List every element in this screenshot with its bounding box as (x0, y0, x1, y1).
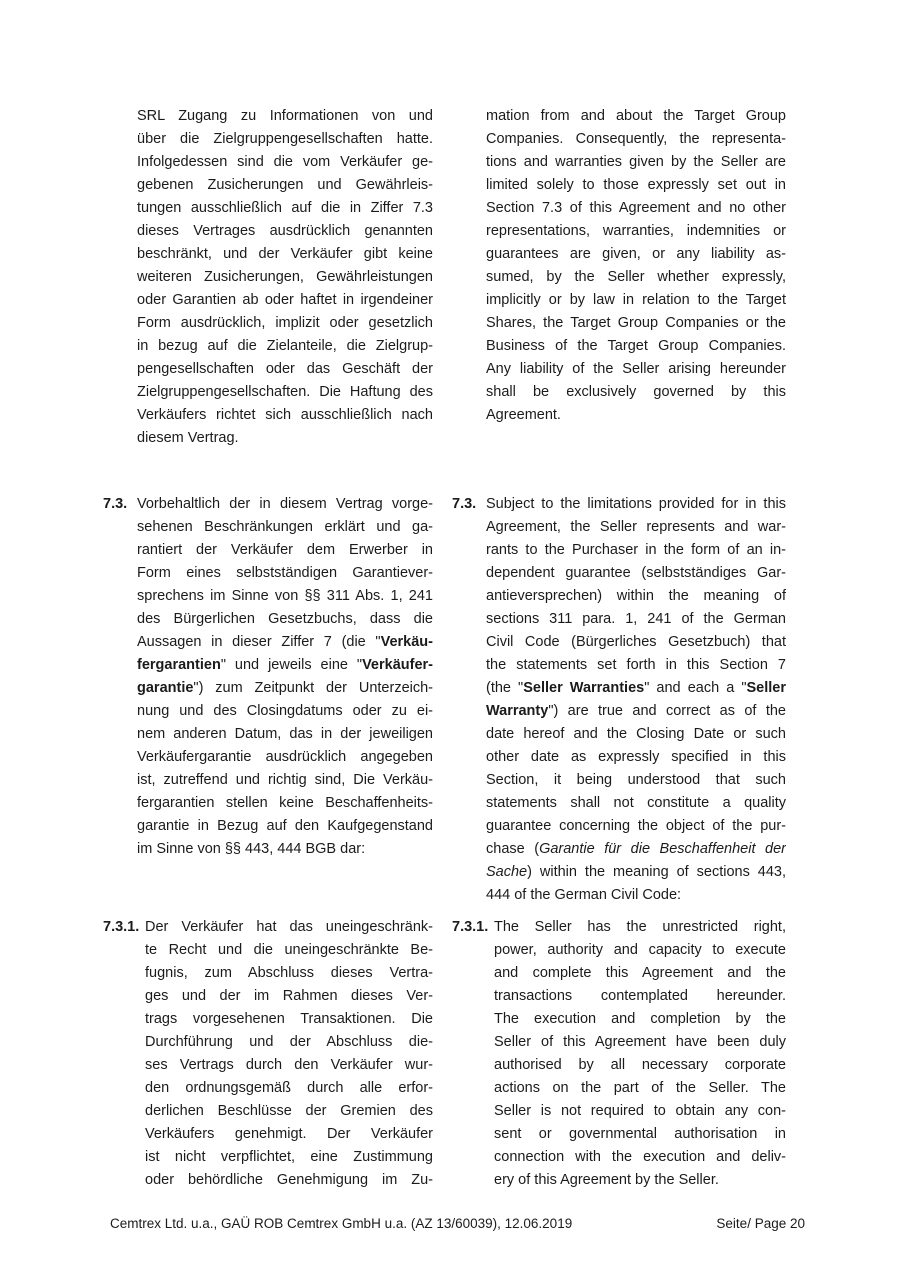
text-lines (486, 493, 786, 907)
text-segment: des Bürgerlichen Gesetzbuchs, dass die (137, 611, 433, 627)
text-line (137, 815, 433, 838)
text-segment: The Seller has the unrestricted right, (494, 919, 786, 935)
text-segment: guarantees are given, or any liability as- (486, 246, 786, 262)
text-line (137, 151, 433, 174)
text-line (145, 1008, 433, 1031)
text-line (137, 677, 433, 700)
section-7-3-1-right (452, 916, 786, 1192)
text-segment: Subject to the limitations provided for in this (486, 496, 786, 512)
content-rows (103, 105, 786, 1192)
text-line (486, 585, 786, 608)
text-segment: " and each a " (644, 680, 747, 696)
text-segment: connection with the execution and deliv- (494, 1149, 786, 1165)
text-segment: statements shall not constitute a quality (486, 795, 786, 811)
text-segment: and complete this Agreement and the (494, 965, 786, 981)
text-segment: Durchführung und der Abschluss die- (145, 1034, 433, 1050)
text-segment: derlichen Beschlüsse der Gremien des (145, 1103, 433, 1119)
text-line (486, 838, 786, 861)
section-number (452, 105, 486, 427)
footer-reference: Cemtrex Ltd. u.a., GAÜ ROB Cemtrex GmbH u.a. (AZ 13/60039), 12.06.2019 (110, 1216, 573, 1231)
page-footer (110, 1215, 805, 1232)
text-segment: Seller is not required to obtain any con- (494, 1103, 786, 1119)
text-segment: The execution and completion by the (494, 1011, 786, 1027)
text-segment: gebenen Zusicherungen und Gewährleis- (137, 177, 433, 193)
text-line (145, 985, 433, 1008)
text-line (137, 105, 433, 128)
text-segment: nung und des Closingdatums oder zu ei- (137, 703, 433, 719)
text-segment: Verkäufers richtet sich ausschließlich nach (137, 407, 433, 423)
text-segment: Garantie für die Beschaffenheit der (539, 841, 786, 857)
text-segment: sehenen Beschränkungen erklärt und ga- (137, 519, 433, 535)
text-segment: sent or governmental authorisation in (494, 1126, 786, 1142)
text-segment: weiteren Zusicherungen, Gewährleistungen (137, 269, 433, 285)
text-line (145, 1123, 433, 1146)
text-line (486, 700, 786, 723)
text-segment: power, authority and capacity to execute (494, 942, 786, 958)
text-segment: in bezug auf die Zielanteile, die Zielgrup- (137, 338, 433, 354)
text-line (137, 220, 433, 243)
text-segment: dependent guarantee (selbstständiges Gar- (486, 565, 786, 581)
text-line (137, 289, 433, 312)
text-line (486, 608, 786, 631)
text-segment: oder Garantien ab oder haftet in irgendeiner (137, 292, 433, 308)
text-segment: other date as expressly specified in this (486, 749, 786, 765)
text-line (137, 128, 433, 151)
text-line (137, 174, 433, 197)
text-segment: Verkäufers genehmigt. Der Verkäufer (145, 1126, 433, 1142)
text-line (486, 562, 786, 585)
text-line (486, 335, 786, 358)
text-line (137, 769, 433, 792)
text-line (137, 335, 433, 358)
text-line (137, 723, 433, 746)
text-segment: ist, zutreffend und richtig sind, Die Verkäu- (137, 772, 433, 788)
text-segment: Shares, the Target Group Companies or the (486, 315, 786, 331)
text-segment: guarantee concerning the object of the pur- (486, 818, 786, 834)
text-line (137, 197, 433, 220)
paragraph-left (103, 105, 433, 450)
text-segment: Agreement, the Seller represents and war- (486, 519, 786, 535)
text-segment: " und jeweils eine " (220, 657, 363, 673)
text-line (486, 792, 786, 815)
text-segment: Sache (486, 864, 528, 880)
document-columns (103, 105, 786, 1192)
text-segment: 444 of the German Civil Code: (486, 887, 682, 903)
text-segment: Companies. Consequently, the representa- (486, 131, 786, 147)
text-segment: Section 7.3 of this Agreement and no other (486, 200, 786, 216)
text-segment: implicitly or by law in relation to the Target (486, 292, 786, 308)
text-segment: Aussagen in dieser Ziffer 7 (die " (137, 634, 381, 650)
text-line (494, 1123, 786, 1146)
text-segment: rants to the Purchaser in the form of an in- (486, 542, 786, 558)
text-segment: Infolgedessen sind die vom Verkäufer ge- (137, 154, 433, 170)
text-line (137, 654, 433, 677)
text-segment: Business of the Target Group Companies. (486, 338, 786, 354)
text-line (486, 151, 786, 174)
section-7-3-right (452, 493, 786, 907)
text-line (137, 792, 433, 815)
text-segment: sumed, by the Seller whether expressly, (486, 269, 786, 285)
text-line (494, 1100, 786, 1123)
text-line (486, 312, 786, 335)
text-segment: dieses Vertrages ausdrücklich genannten (137, 223, 433, 239)
text-segment: shall be exclusively governed by this (486, 384, 786, 400)
text-segment: tungen ausschließlich auf die in Ziffer 7.3 (137, 200, 433, 216)
text-segment: Seller Warranties (523, 680, 645, 696)
text-line (494, 1146, 786, 1169)
text-line (137, 516, 433, 539)
text-segment: SRL Zugang zu Informationen von und (137, 108, 433, 124)
text-segment: antieversprechen) within the meaning of (486, 588, 786, 604)
text-segment: chase ( (486, 841, 540, 857)
text-segment: ery of this Agreement by the Seller. (494, 1172, 719, 1188)
text-line (486, 815, 786, 838)
text-line (486, 220, 786, 243)
text-segment: ges und der im Rahmen dieses Ver- (145, 988, 433, 1004)
text-line (137, 838, 433, 861)
text-segment: Form eines selbstständigen Garantiever- (137, 565, 433, 581)
content-row (103, 916, 786, 1192)
text-line (137, 631, 433, 654)
text-line (137, 404, 433, 427)
text-line (486, 516, 786, 539)
section-number (103, 105, 137, 450)
text-line (137, 562, 433, 585)
text-line (494, 916, 786, 939)
text-line (486, 289, 786, 312)
text-lines (137, 105, 433, 450)
text-line (486, 654, 786, 677)
text-segment: rantiert der Verkäufer dem Erwerber in (137, 542, 433, 558)
text-segment: pengesellschaften oder das Geschäft der (137, 361, 433, 377)
text-line (494, 1008, 786, 1031)
text-line (486, 358, 786, 381)
text-line (486, 884, 786, 907)
text-line (494, 939, 786, 962)
footer-page-number: Seite/ Page 20 (716, 1216, 805, 1231)
text-line (145, 1100, 433, 1123)
text-line (137, 746, 433, 769)
text-line (145, 1031, 433, 1054)
text-segment: garantie (137, 680, 194, 696)
text-line (486, 493, 786, 516)
text-line (137, 312, 433, 335)
text-line (137, 358, 433, 381)
text-segment: beschränkt, und der Verkäufer gibt keine (137, 246, 433, 262)
text-segment: authorised by all necessary corporate (494, 1057, 786, 1073)
text-line (494, 1031, 786, 1054)
text-line (137, 381, 433, 404)
text-line (494, 985, 786, 1008)
text-segment: Seller (746, 680, 786, 696)
text-segment: Seller of this Agreement have been duly (494, 1034, 786, 1050)
text-segment: date hereof and the Closing Date or such (486, 726, 786, 742)
text-segment: mation from and about the Target Group (486, 108, 786, 124)
text-line (494, 1169, 786, 1192)
text-line (486, 861, 786, 884)
text-line (494, 962, 786, 985)
text-line (145, 1169, 433, 1192)
text-segment: Form ausdrücklich, implizit oder gesetzlich (137, 315, 433, 331)
text-segment: ") are true and correct as of the (548, 703, 786, 719)
text-segment: Verkäufer- (362, 657, 433, 673)
text-lines (486, 105, 786, 427)
text-line (486, 723, 786, 746)
section-number: 7.3. (452, 496, 477, 512)
text-line (145, 1054, 433, 1077)
paragraph-right (452, 105, 786, 427)
text-line (145, 939, 433, 962)
text-segment: Any liability of the Seller arising hereunder (486, 361, 786, 377)
section-7-3-left (103, 493, 433, 861)
text-segment: (the " (486, 680, 524, 696)
text-line (145, 962, 433, 985)
text-line (486, 381, 786, 404)
text-segment: Civil Code (Bürgerliches Gesetzbuch) that (486, 634, 786, 650)
text-segment: representations, warranties, indemnities or (486, 223, 786, 239)
section-number: 7.3.1. (103, 919, 140, 935)
text-segment: Section, it being understood that such (486, 772, 786, 788)
text-line (137, 427, 433, 450)
text-line (137, 539, 433, 562)
text-segment: Zielgruppengesellschaften. Die Haftung des (137, 384, 433, 400)
text-segment: im Sinne von §§ 443, 444 BGB dar: (137, 841, 366, 857)
text-lines (137, 493, 433, 861)
text-segment: Verkäu- (380, 634, 433, 650)
text-segment: tions and warranties given by the Seller are (486, 154, 786, 170)
text-line (486, 769, 786, 792)
text-segment: sprechens im Sinne von §§ 311 Abs. 1, 241 (137, 588, 433, 604)
text-segment: fergarantien (137, 657, 221, 673)
text-segment: über die Zielgruppengesellschaften hatte. (137, 131, 433, 147)
text-line (494, 1054, 786, 1077)
text-segment: ") zum Zeitpunkt der Unterzeich- (193, 680, 433, 696)
text-line (486, 677, 786, 700)
text-segment: garantie in Bezug auf den Kaufgegenstand (137, 818, 433, 834)
text-segment: ses Vertrags durch den Verkäufer wur- (145, 1057, 433, 1073)
text-line (137, 493, 433, 516)
text-segment: Warranty (486, 703, 549, 719)
text-segment: ) within the meaning of sections 443, (527, 864, 786, 880)
text-line (486, 404, 786, 427)
content-row (103, 493, 786, 907)
text-segment: Agreement. (486, 407, 561, 423)
section-number: 7.3. (103, 496, 128, 512)
text-line (486, 174, 786, 197)
text-segment: the statements set forth in this Section 7 (486, 657, 786, 673)
text-line (137, 700, 433, 723)
text-segment: trags vorgesehenen Transaktionen. Die (145, 1011, 433, 1027)
content-row (103, 105, 786, 450)
text-line (145, 1146, 433, 1169)
text-segment: te Recht und die uneingeschränkte Be- (145, 942, 433, 958)
text-line (486, 746, 786, 769)
text-segment: limited solely to those expressly set out in (486, 177, 786, 193)
text-lines (145, 916, 433, 1192)
text-segment: oder behördliche Genehmigung im Zu- (145, 1172, 433, 1188)
text-segment: fergarantien stellen keine Beschaffenheits- (137, 795, 433, 811)
text-line (486, 197, 786, 220)
text-segment: den ordnungsgemäß durch alle erfor- (145, 1080, 433, 1096)
text-segment: fugnis, zum Abschluss dieses Vertra- (145, 965, 433, 981)
text-segment: actions on the part of the Seller. The (494, 1080, 786, 1096)
text-line (486, 105, 786, 128)
text-segment: sections 311 para. 1, 241 of the German (486, 611, 786, 627)
text-segment: Vorbehaltlich der in diesem Vertrag vorge- (137, 496, 433, 512)
text-segment: Der Verkäufer hat das uneingeschränk- (145, 919, 433, 935)
text-line (494, 1077, 786, 1100)
text-line (486, 266, 786, 289)
text-line (137, 608, 433, 631)
text-line (137, 266, 433, 289)
text-segment: ist nicht verpflichtet, eine Zustimmung (145, 1149, 433, 1165)
text-line (486, 631, 786, 654)
text-line (145, 1077, 433, 1100)
text-line (486, 539, 786, 562)
text-line (486, 128, 786, 151)
text-line (145, 916, 433, 939)
section-7-3-1-left (103, 916, 433, 1192)
text-line (486, 243, 786, 266)
text-segment: Verkäufergarantie ausdrücklich angegeben (137, 749, 433, 765)
text-line (137, 243, 433, 266)
text-line (137, 585, 433, 608)
text-segment: diesem Vertrag. (137, 430, 239, 446)
text-lines (494, 916, 786, 1192)
text-segment: transactions contemplated hereunder. (494, 988, 786, 1004)
text-segment: nem anderen Datum, das in der jeweiligen (137, 726, 433, 742)
section-number: 7.3.1. (452, 919, 489, 935)
